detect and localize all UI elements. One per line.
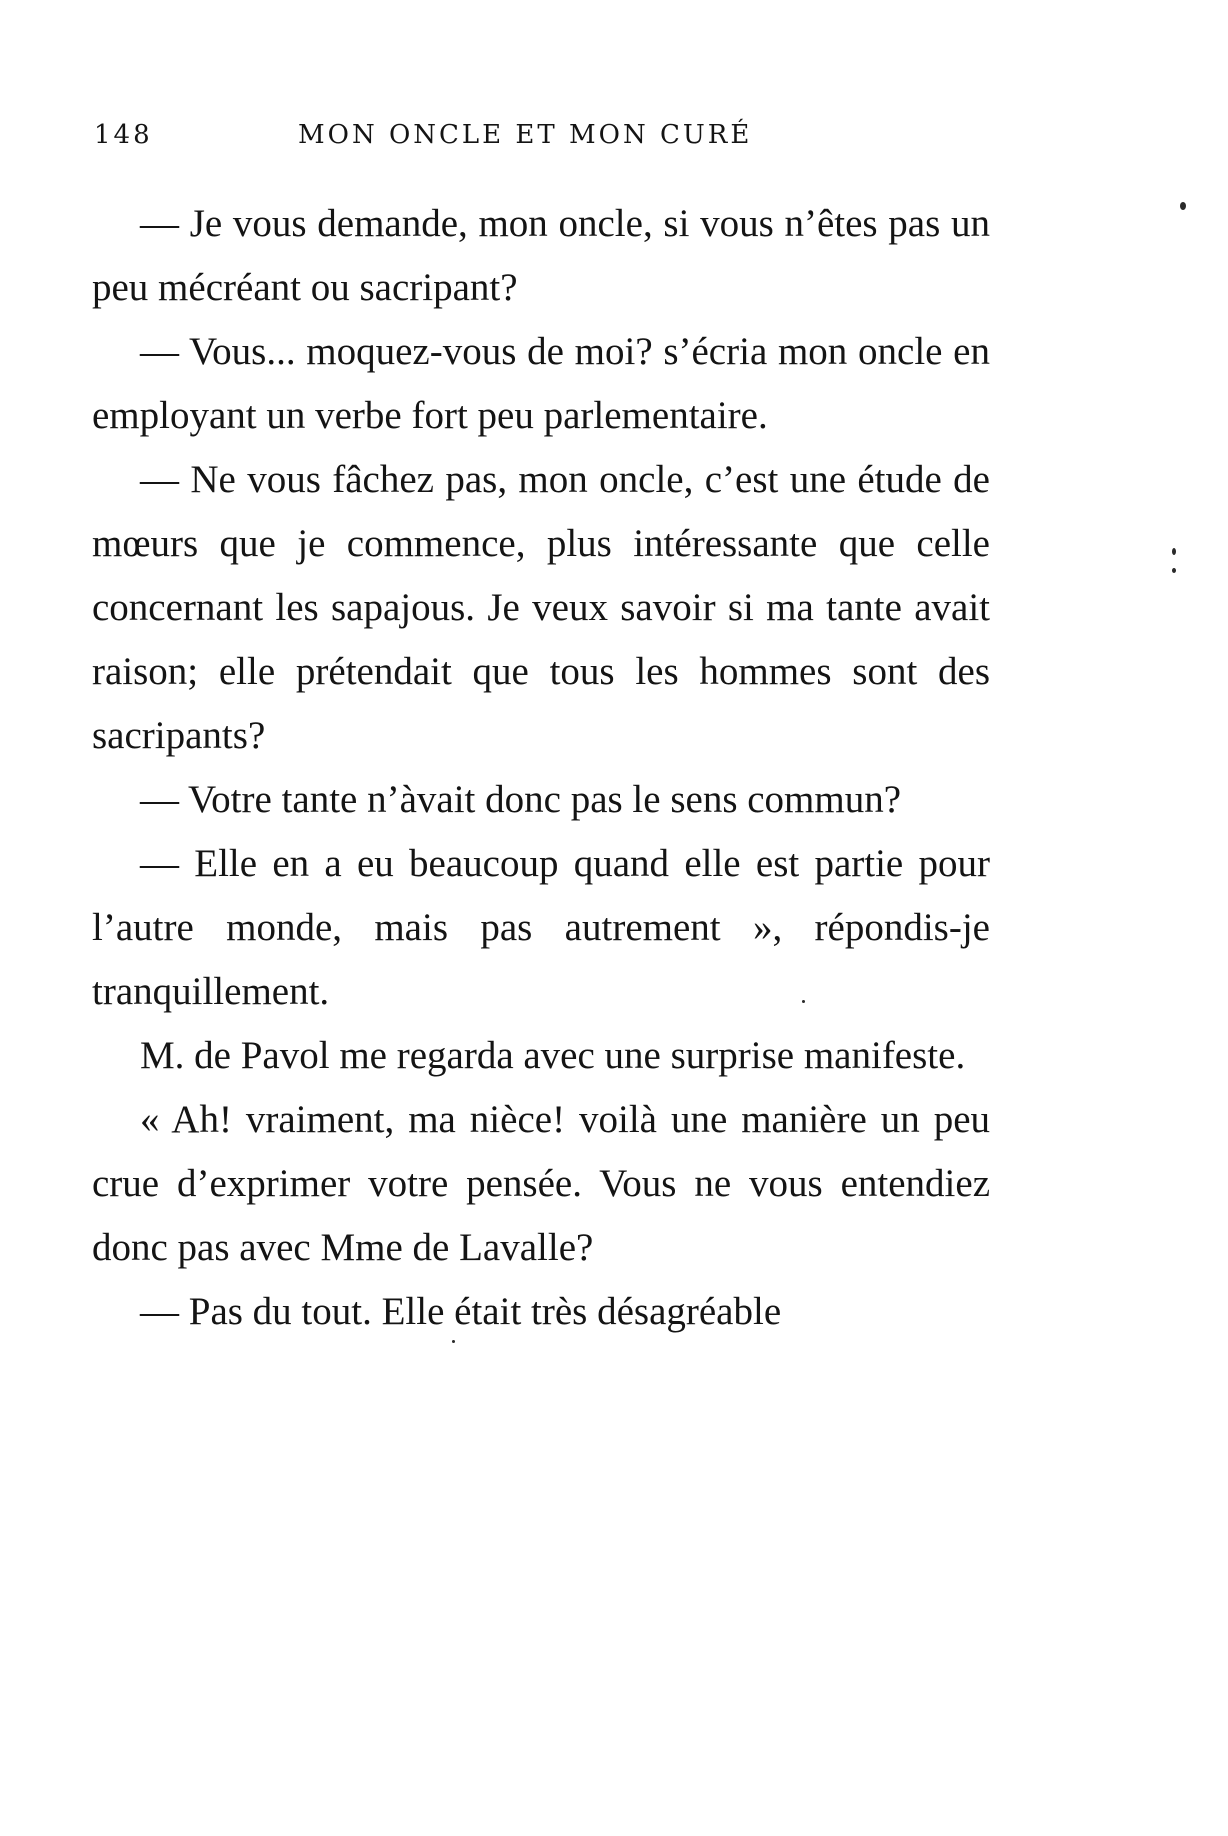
paragraph-6: M. de Pavol me regarda avec une surprise manifeste. xyxy=(140,1034,966,1077)
page-number: 148 xyxy=(94,120,153,150)
paragraph-7: « Ah! vraiment, ma nièce! voilà une manière un peu crue d’exprimer votre pensée. Vous ne vous entendiez donc pas avec Mme de Lavalle? xyxy=(92,1098,990,1269)
paragraph-2: — Vous... moquez-vous de moi? s’écria mon oncle en employant un verbe fort peu parlementaire. xyxy=(92,330,990,437)
paragraph-3: — Ne vous fâchez pas, mon oncle, c’est une étude de mœurs que je commence, plus intéressante que celle concernant les sapajous. Je veux savoir si ma tante avait raison; elle prétendait que tous les hommes sont des sacripants? xyxy=(92,458,990,757)
ink-speck xyxy=(1172,568,1176,573)
body-text xyxy=(92,192,990,1344)
header-title: MON ONCLE ET MON CURÉ xyxy=(298,120,753,150)
ink-speck xyxy=(452,1340,455,1343)
ink-speck xyxy=(802,1000,805,1003)
running-head xyxy=(94,120,804,160)
paragraph-1: — Je vous demande, mon oncle, si vous n’êtes pas un peu mécréant ou sacripant? xyxy=(92,202,990,309)
paragraph-8: — Pas du tout. Elle était très désagréable xyxy=(140,1290,782,1333)
paragraph-4: — Votre tante n’àvait donc pas le sens commun? xyxy=(140,778,902,821)
ink-speck xyxy=(1180,202,1186,210)
paragraph-5: — Elle en a eu beaucoup quand elle est partie pour l’autre monde, mais pas autrement », répondis-je tranquillement. xyxy=(92,842,990,1013)
ink-speck xyxy=(1172,548,1176,555)
